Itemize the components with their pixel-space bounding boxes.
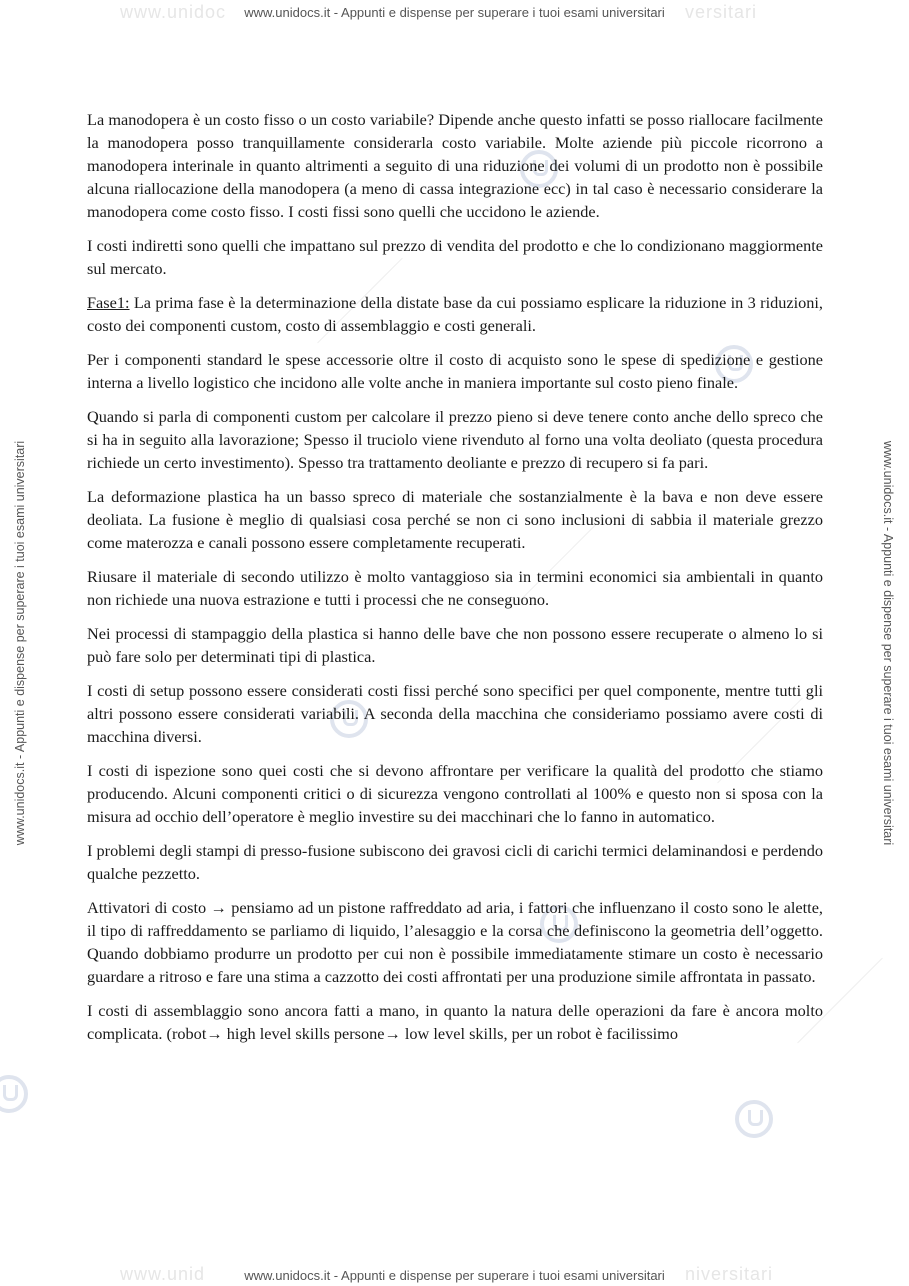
footer-watermark: www.unidocs.it - Appunti e dispense per superare i tuoi esami universitari [244,1268,665,1283]
header-watermark: www.unidocs.it - Appunti e dispense per superare i tuoi esami universitari [244,5,665,20]
paragraph: La manodopera è un costo fisso o un costo variabile? Dipende anche questo infatti se posso riallocare facilmente la manodopera posso tranquillamente considerarla costo variabile. Molte aziende più piccole ricorrono a manodopera interinale in quanto altrimenti a seguito di una riduzione dei volumi di un prodotto non è possibile alcuna riallocazione della manodopera (a meno di cassa integrazione ecc) in tal caso è necessario considerare la manodopera come costo fisso. I costi fissi sono quelli che uccidono le aziende. [87,110,823,221]
paragraph: I costi indiretti sono quelli che impattano sul prezzo di vendita del prodotto e che lo condizionano maggiormente sul mercato. [87,236,823,278]
paragraph: Quando si parla di componenti custom per calcolare il prezzo pieno si deve tenere conto anche dello spreco che si ha in seguito alla lavorazione; Spesso il truciolo viene rivenduto al forno una volta deoliato (questa procedura richiede un certo investimento). Spesso tra trattamento deoliante e prezzo di recupero si fa pari. [87,407,823,472]
paragraph: Attivatori di costo → pensiamo ad un pistone raffreddato ad aria, i fattori che influenzano il costo sono le alette, il tipo di raffreddamento se parliamo di liquido, l’alesaggio e la corsa che definiscono la geometria dell’oggetto. Quando dobbiamo produrre un prodotto per cui non è possibile immediatamente stimare un costo è necessario guardare a ritroso e fare una stima a cazzotto dei costi affrontati per una produzione simile affrontata in passato. [87,898,823,986]
fase1-label: Fase1: [87,293,130,312]
unidocs-logo-icon [735,1100,773,1138]
unidocs-logo-icon [0,1075,28,1113]
paragraph: I problemi degli stampi di presso-fusione subiscono dei gravosi cicli di carichi termici delaminandosi e perdendo qualche pezzetto. [87,841,823,883]
paragraph: I costi di ispezione sono quei costi che si devono affrontare per verificare la qualità del prodotto che stiamo producendo. Alcuni componenti critici o di sicurezza vengono controllati al 100% e questo non si sposa con la misura ad occhio dell’operatore è meglio investire su dei macchinari che lo fanno in automatico. [87,761,823,826]
ghost-watermark-bottom: www.unid [120,1264,206,1284]
paragraph: Nei processi di stampaggio della plastica si hanno delle bave che non possono essere recuperate o almeno lo si può fare solo per determinati tipi di plastica. [87,624,823,666]
fase1-text: La prima fase è la determinazione della distate base da cui possiamo esplicare la riduzione in 3 riduzioni, costo dei componenti custom, costo di assemblaggio e costi generali. [87,293,823,335]
ghost-watermark-bottom-right: niversitari [685,1264,774,1284]
paragraph: I costi di assemblaggio sono ancora fatti a mano, in quanto la natura delle operazioni da fare è ancora molto complicata. (robot→ high level skills persone→ low level skills, per un robot è facilissimo [87,1001,823,1043]
paragraph-fase1 [87,291,823,337]
document-body [87,108,823,1056]
paragraph: Per i componenti standard le spese accessorie oltre il costo di acquisto sono le spese di spedizione e gestione interna a livello logistico che incidono alle volte anche in maniera importante sul costo pieno finale. [87,350,823,392]
ghost-watermark-top-right: versitari [685,2,758,22]
ghost-watermark-top: www.unidoc [120,2,227,22]
paragraph: Riusare il materiale di secondo utilizzo è molto vantaggioso sia in termini economici sia ambientali in quanto non richiede una nuova estrazione e tutti i processi che ne conseguono. [87,567,823,609]
side-watermark-left: www.unidocs.it - Appunti e dispense per superare i tuoi esami universitari [13,440,27,846]
paragraph: La deformazione plastica ha un basso spreco di materiale che sostanzialmente è la bava e non deve essere deoliata. La fusione è meglio di qualsiasi cosa perché se non ci sono inclusioni di sabbia il materiale grezzo come materozza e canali possono essere completamente recuperati. [87,487,823,552]
side-watermark-right: www.unidocs.it - Appunti e dispense per superare i tuoi esami universitari [881,440,895,846]
paragraph: I costi di setup possono essere considerati costi fissi perché sono specifici per quel componente, mentre tutti gli altri possono essere considerati variabili. A seconda della macchina che consideriamo possiamo avere costi di macchina diversi. [87,681,823,746]
